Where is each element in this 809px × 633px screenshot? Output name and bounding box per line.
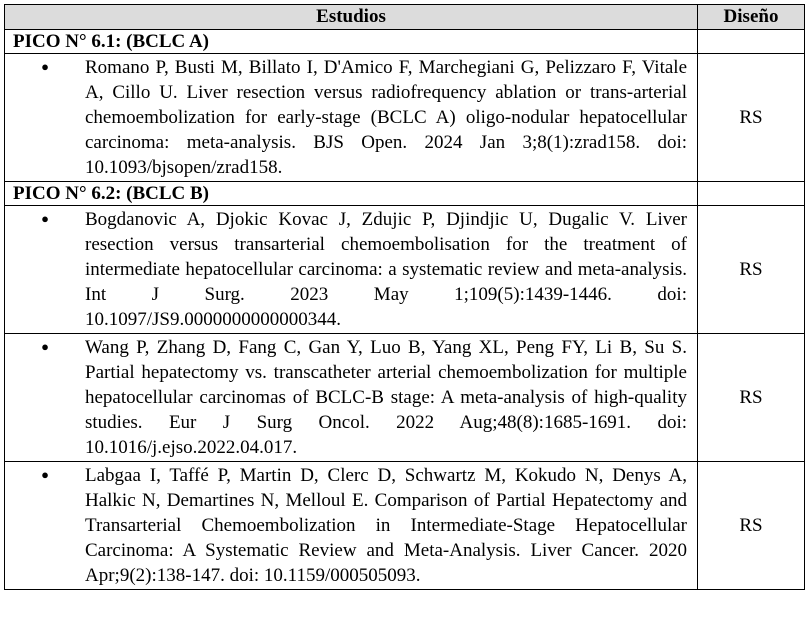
study-design: RS — [698, 462, 805, 590]
header-design: Diseño — [698, 5, 805, 30]
study-row — [5, 462, 805, 590]
bullet-icon: ● — [41, 59, 49, 74]
header-studies: Estudios — [5, 5, 698, 30]
study-row — [5, 54, 805, 182]
study-cell — [5, 462, 698, 590]
study-citation: Romano P, Busti M, Billato I, D'Amico F, Marchegiani G, Pelizzaro F, Vitale A, Cillo U. Liver resection versus radiofrequency ablation or trans-arterial chemoembolization for early-stage (BCLC A) oligo-nodular hepatocellular carcinoma: meta-analysis. BJS Open. 2024 Jan 3;8(1):zrad158. doi: 10.1093/bjsopen/zrad158. — [85, 57, 687, 178]
study-design: RS — [698, 206, 805, 334]
bullet-icon: ● — [41, 211, 49, 226]
pico-group-row — [5, 182, 805, 206]
study-design: RS — [698, 334, 805, 462]
pico-design-cell — [698, 30, 805, 54]
study-cell — [5, 54, 698, 182]
bullet-icon: ● — [41, 467, 49, 482]
pico-label: PICO N° 6.1: (BCLC A) — [5, 30, 698, 54]
study-citation: Labgaa I, Taffé P, Martin D, Clerc D, Schwartz M, Kokudo N, Denys A, Halkic N, Demartines N, Melloul E. Comparison of Partial Hepatectomy and Transarterial Chemoembolization in Intermediate-Stage Hepatocellular Carcinoma: A Systematic Review and Meta-Analysis. Liver Cancer. 2020 Apr;9(2):138-147. doi: 10.1159/000505093. — [85, 465, 687, 586]
pico-label: PICO N° 6.2: (BCLC B) — [5, 182, 698, 206]
pico-design-cell — [698, 182, 805, 206]
pico-group-row — [5, 30, 805, 54]
study-citation: Bogdanovic A, Djokic Kovac J, Zdujic P, Djindjic U, Dugalic V. Liver resection versus transarterial chemoembolisation for the treatment of intermediate hepatocellular carcinoma: a systematic review and meta-analysis. Int J Surg. 2023 May 1;109(5):1439-1446. doi: 10.1097/JS9.0000000000000344. — [85, 209, 687, 330]
study-row — [5, 206, 805, 334]
study-cell — [5, 334, 698, 462]
study-design: RS — [698, 54, 805, 182]
study-row — [5, 334, 805, 462]
studies-table — [4, 4, 805, 590]
bullet-icon: ● — [41, 339, 49, 354]
header-row — [5, 5, 805, 30]
study-citation: Wang P, Zhang D, Fang C, Gan Y, Luo B, Yang XL, Peng FY, Li B, Su S. Partial hepatectomy vs. transcatheter arterial chemoembolization for multiple hepatocellular carcinomas of BCLC-B stage: A meta-analysis of high-quality studies. Eur J Surg Oncol. 2022 Aug;48(8):1685-1691. doi: 10.1016/j.ejso.2022.04.017. — [85, 337, 687, 458]
study-cell — [5, 206, 698, 334]
